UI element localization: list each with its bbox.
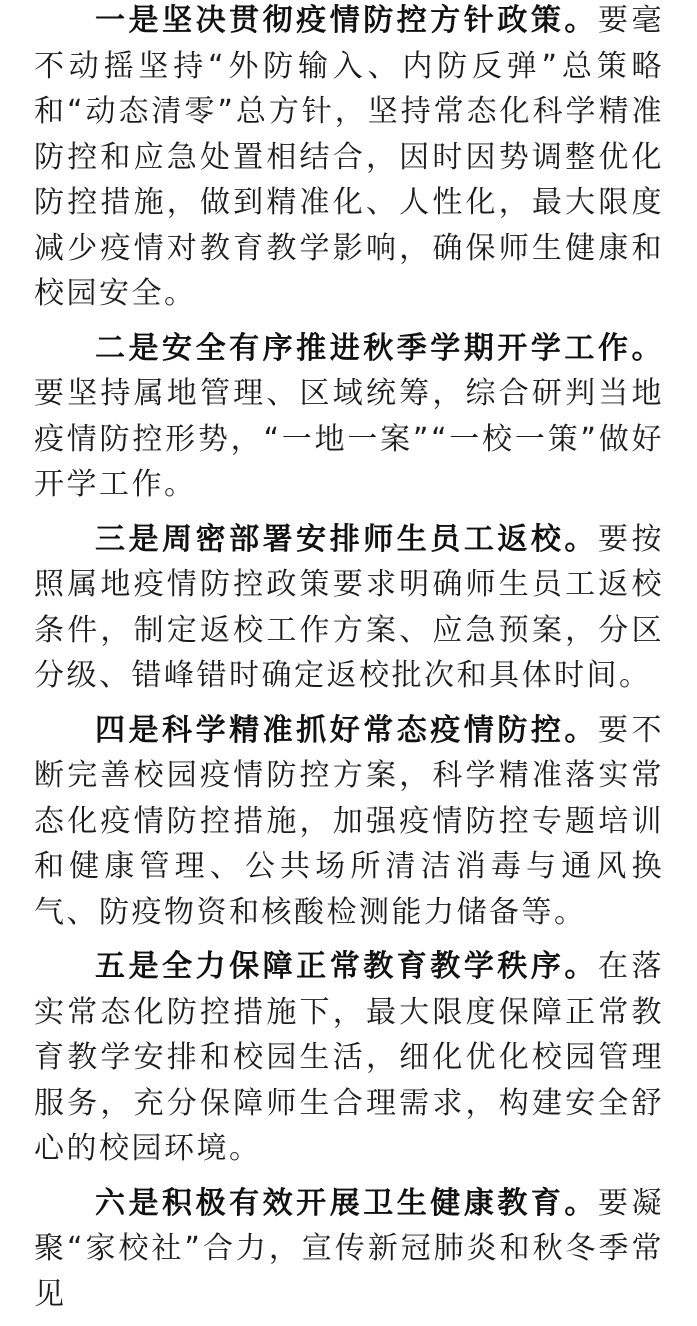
paragraph-4-body: 要不断完善校园疫情防控方案，科学精准落实常态化疫情防控措施，加强疫情防控专题培训和健康管理、公共场所清洁消毒与通风换气、防疫物资和核酸检测能力储备等。	[34, 712, 664, 930]
paragraph-3-lead: 三是周密部署安排师生员工返校。	[95, 521, 598, 557]
article-body	[34, 0, 664, 1326]
paragraph-1-body: 要毫不动摇坚持“外防输入、内防反弹”总策略和“动态清零”总方针，坚持常态化科学精准防控和应急处置相结合，因时因势调整优化防控措施，做到精准化、人性化，最大限度减少疫情对教育教学影响，确保师生健康和校园安全。	[34, 3, 664, 311]
paragraph-2-lead: 二是安全有序推进秋季学期开学工作。	[95, 330, 664, 366]
paragraph-6-lead: 六是积极有效开展卫生健康教育。	[95, 1185, 598, 1221]
paragraph-1-lead: 一是坚决贯彻疫情防控方针政策。	[95, 3, 598, 38]
paragraph-3-body: 要按照属地疫情防控政策要求明确师生员工返校条件，制定返校工作方案、应急预案，分区分级、错峰错时确定返校批次和具体时间。	[34, 521, 664, 693]
paragraph-2	[34, 326, 664, 508]
paragraph-3	[34, 517, 664, 699]
paragraph-6	[34, 1181, 664, 1318]
paragraph-5-lead: 五是全力保障正常教育教学秩序。	[95, 949, 598, 984]
paragraph-1	[34, 0, 664, 317]
paragraph-5-body: 在落实常态化防控措施下，最大限度保障正常教育教学安排和校园生活，细化优化校园管理服务，充分保障师生合理需求，构建安全舒心的校园环境。	[34, 949, 664, 1166]
paragraph-4	[34, 708, 664, 936]
paragraph-2-body: 要坚持属地管理、区域统筹，综合研判当地疫情防控形势，“一地一案”“一校一策”做好开学工作。	[34, 376, 664, 502]
paragraph-4-lead: 四是科学精准抓好常态疫情防控。	[95, 712, 598, 748]
paragraph-5	[34, 944, 664, 1172]
paragraph-6-body: 要凝聚“家校社”合力，宣传新冠肺炎和秋冬季常见	[34, 1185, 664, 1312]
